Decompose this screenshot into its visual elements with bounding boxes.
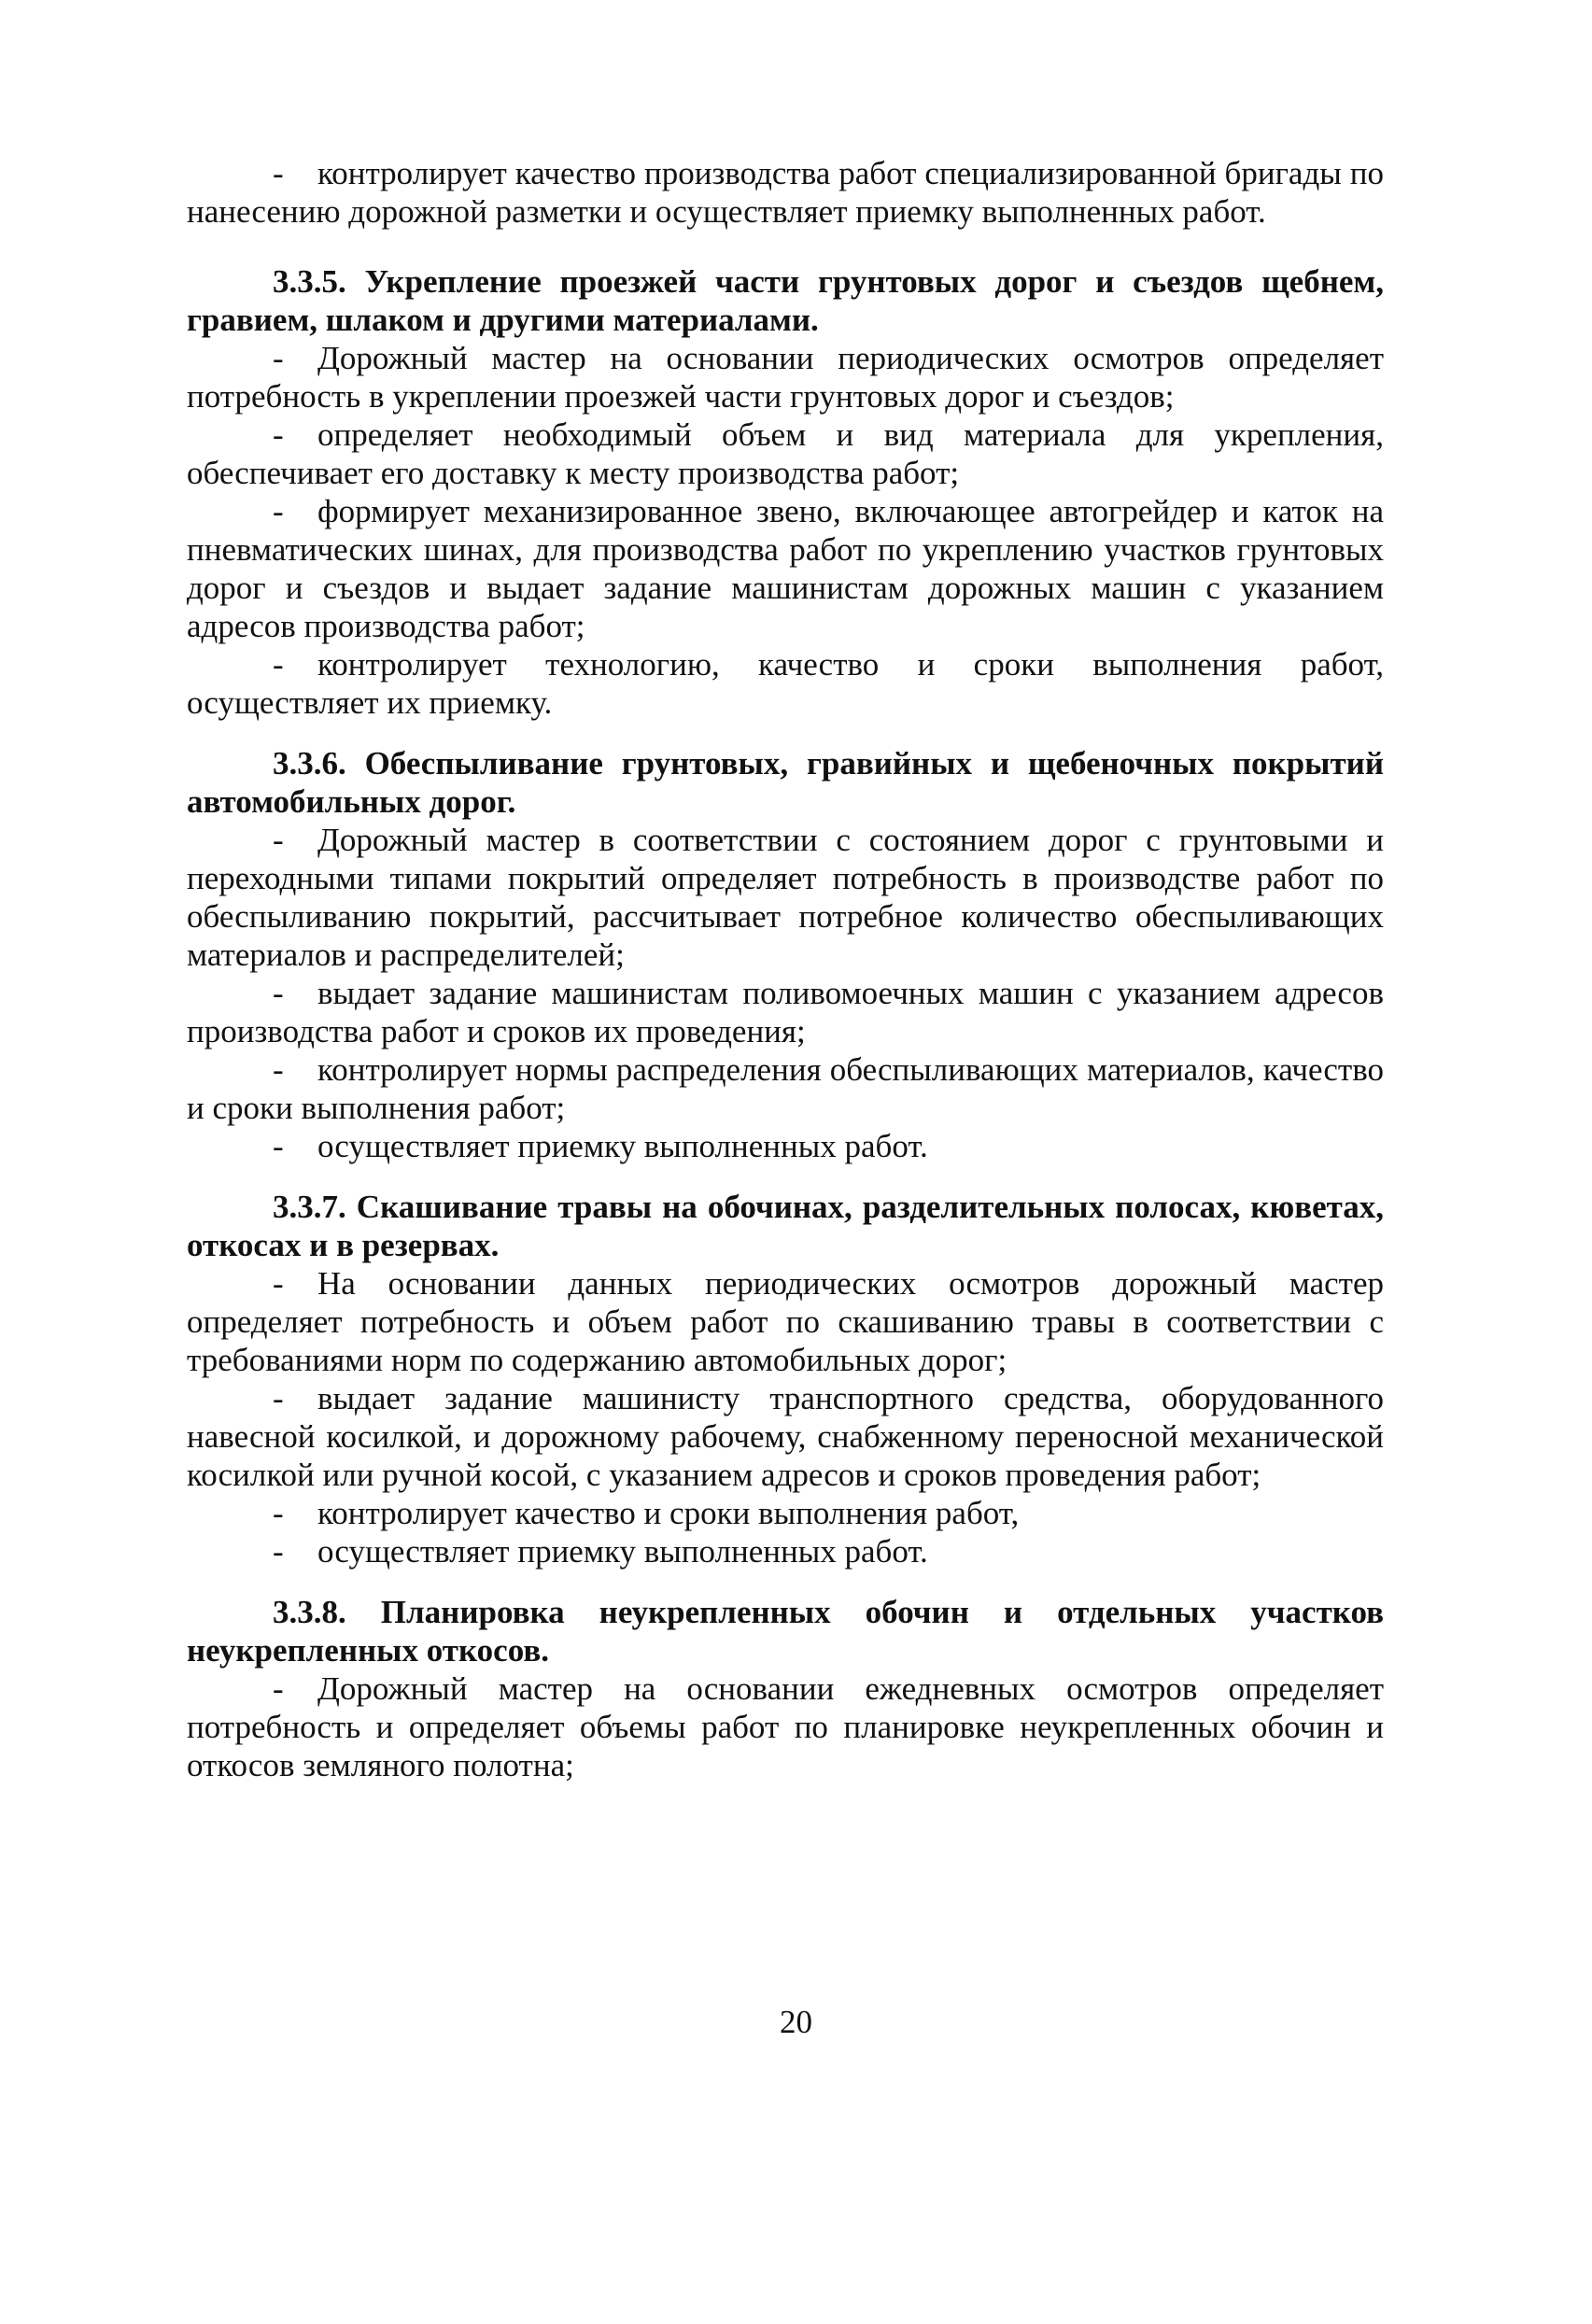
section-heading-3-3-7: 3.3.7. Скашивание травы на обочинах, разделительных полосах, кюветах, откосах и в резервах. <box>187 1189 1384 1263</box>
list-item: - Дорожный мастер на основании ежедневных осмотров определяет потребность и определяет объемы работ по планировке неукрепленных обочин и откосов земляного полотна; <box>187 1670 1384 1783</box>
list-item: - формирует механизированное звено, включающее автогрейдер и каток на пневматических шинах, для производства работ по укреплению участков грунтовых дорог и съездов и выдает задание машинистам дорожных машин с указанием адресов производства работ; <box>187 493 1384 644</box>
page-number: 20 <box>780 2004 812 2040</box>
list-item: - контролирует нормы распределения обеспыливающих материалов, качество и сроки выполнения работ; <box>187 1051 1384 1126</box>
list-item: - На основании данных периодических осмотров дорожный мастер определяет потребность и объем работ по скашиванию травы в соответствии с требованиями норм по содержанию автомобильных дорог; <box>187 1265 1384 1378</box>
list-item: - выдает задание машинисту транспортного средства, оборудованного навесной косилкой, и дорожному рабочему, снабженному переносной механической косилкой или ручной косой, с указанием адресов и сроков проведения работ; <box>187 1380 1384 1493</box>
list-item: - выдает задание машинистам поливомоечных машин с указанием адресов производства работ и сроков их проведения; <box>187 975 1384 1049</box>
document-page <box>187 154 1384 1784</box>
list-item: - контролирует технологию, качество и сроки выполнения работ, осуществляет их приемку. <box>187 646 1384 721</box>
intro-bullet: - контролирует качество производства работ специализированной бригады по нанесению дорожной разметки и осуществляет приемку выполненных работ. <box>187 155 1384 230</box>
list-item: - Дорожный мастер в соответствии с состоянием дорог с грунтовыми и переходными типами покрытий определяет потребность в производстве работ по обеспыливанию покрытий, рассчитывает потребное количество обеспыливающих материалов и распределителей; <box>187 822 1384 973</box>
list-item: - Дорожный мастер на основании периодических осмотров определяет потребность в укреплении проезжей части грунтовых дорог и съездов; <box>187 340 1384 415</box>
list-item: - определяет необходимый объем и вид материала для укрепления, обеспечивает его доставку к месту производства работ; <box>187 416 1384 491</box>
list-item: - осуществляет приемку выполненных работ. <box>273 1533 928 1570</box>
section-heading-3-3-8: 3.3.8. Планировка неукрепленных обочин и отдельных участков неукрепленных откосов. <box>187 1594 1384 1669</box>
list-item: - осуществляет приемку выполненных работ. <box>273 1128 928 1164</box>
bullet-dash: - <box>273 155 284 191</box>
list-item: - контролирует качество и сроки выполнения работ, <box>273 1495 1020 1531</box>
section-heading-3-3-6: 3.3.6. Обеспыливание грунтовых, гравийных и щебеночных покрытий автомобильных дорог. <box>187 745 1384 820</box>
section-heading-3-3-5: 3.3.5. Укрепление проезжей части грунтовых дорог и съездов щебнем, гравием, шлаком и другими материалами. <box>187 263 1384 338</box>
